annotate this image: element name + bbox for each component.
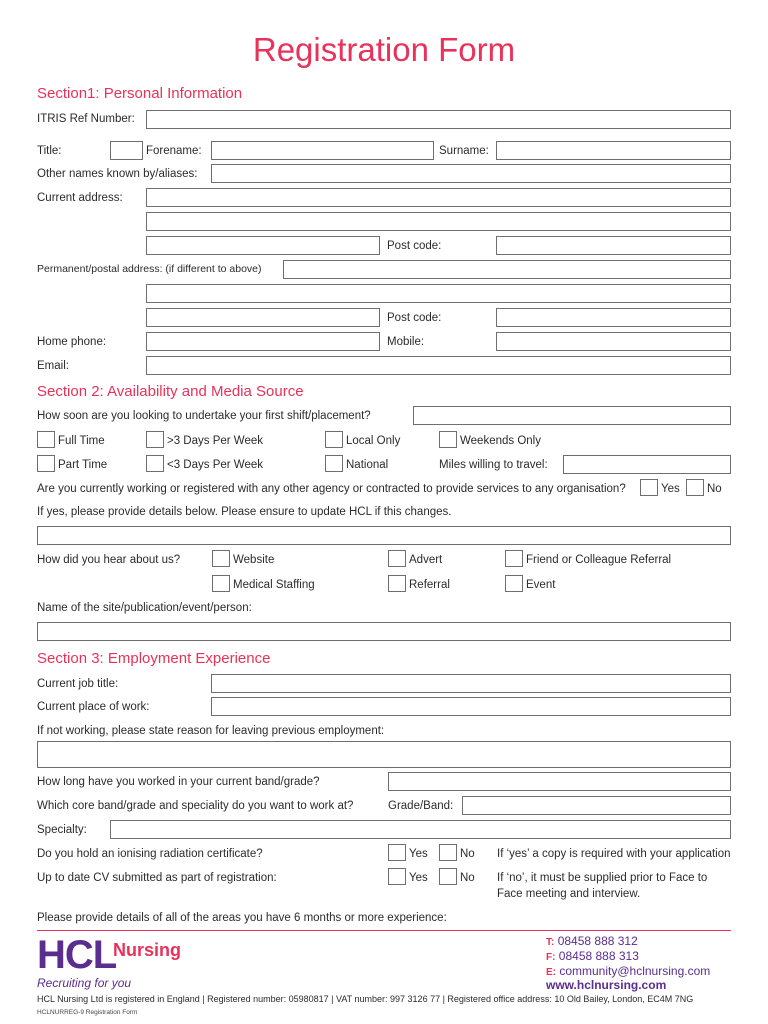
- current-address-label: Current address:: [37, 192, 123, 204]
- event-label: Event: [526, 579, 556, 591]
- agency-yes-checkbox[interactable]: [640, 479, 658, 496]
- not-working-field[interactable]: [37, 741, 731, 768]
- mobile-label: Mobile:: [387, 336, 425, 348]
- first-shift-label: How soon are you looking to undertake your first shift/placement?: [37, 410, 371, 422]
- agency-details-field[interactable]: [37, 526, 731, 545]
- site-name-field[interactable]: [37, 622, 731, 641]
- national-label: National: [346, 459, 389, 471]
- place-of-work-field[interactable]: [211, 697, 731, 716]
- section-3-heading: Section 3: Employment Experience: [37, 650, 271, 667]
- medical-staffing-label: Medical Staffing: [233, 579, 315, 591]
- part-time-label: Part Time: [58, 459, 108, 471]
- telephone-line: [546, 934, 638, 950]
- forename-label: Forename:: [146, 145, 202, 157]
- first-shift-field[interactable]: [413, 406, 731, 425]
- agency-question-label: Are you currently working or registered with any other agency or contracted to provide services to any organisation?: [37, 483, 626, 495]
- email-contact-label: E:: [546, 967, 556, 978]
- current-address-line-1[interactable]: [146, 188, 731, 207]
- permanent-address-label: Permanent/postal address: (if different to above): [37, 263, 262, 275]
- cv-yes-checkbox[interactable]: [388, 868, 406, 885]
- agency-no-label: No: [707, 483, 722, 495]
- form-code: HCLNURREG-9 Registration Form: [37, 1009, 138, 1016]
- permanent-address-line-2[interactable]: [146, 284, 731, 303]
- post-code-label: Post code:: [387, 240, 442, 252]
- current-address-line-2[interactable]: [146, 212, 731, 231]
- advert-checkbox[interactable]: [388, 550, 406, 567]
- weekends-only-checkbox[interactable]: [439, 431, 457, 448]
- telephone-label: T:: [546, 937, 555, 948]
- place-of-work-label: Current place of work:: [37, 701, 150, 713]
- cv-yes-label: Yes: [409, 872, 428, 884]
- job-title-label: Current job title:: [37, 678, 119, 690]
- fax-label: F:: [546, 952, 556, 963]
- ionising-label: Do you hold an ionising radiation certificate?: [37, 848, 263, 860]
- agency-no-checkbox[interactable]: [686, 479, 704, 496]
- other-names-field[interactable]: [211, 164, 731, 183]
- part-time-checkbox[interactable]: [37, 455, 55, 472]
- mobile-field[interactable]: [496, 332, 731, 351]
- event-checkbox[interactable]: [505, 575, 523, 592]
- details-note: If yes, please provide details below. Please ensure to update HCL if this changes.: [37, 506, 452, 518]
- friend-referral-label: Friend or Colleague Referral: [526, 554, 672, 566]
- job-title-field[interactable]: [211, 674, 731, 693]
- title-label: Title:: [37, 145, 62, 157]
- other-names-label: Other names known by/aliases:: [37, 168, 198, 180]
- page-title: Registration Form: [252, 31, 516, 68]
- advert-label: Advert: [409, 554, 443, 566]
- permanent-address-line-3[interactable]: [146, 308, 380, 327]
- local-only-label: Local Only: [346, 435, 401, 447]
- current-post-code-field[interactable]: [496, 236, 731, 255]
- full-time-label: Full Time: [58, 435, 105, 447]
- cv-note-line-1: If ‘no’, it must be supplied prior to Face to: [497, 872, 708, 884]
- website-label: Website: [233, 554, 275, 566]
- email-label: Email:: [37, 360, 69, 372]
- cv-note-line-2: Face meeting and interview.: [497, 888, 641, 900]
- telephone-value: 08458 888 312: [557, 934, 638, 948]
- ionising-yes-checkbox[interactable]: [388, 844, 406, 861]
- full-time-checkbox[interactable]: [37, 431, 55, 448]
- home-phone-label: Home phone:: [37, 336, 107, 348]
- national-checkbox[interactable]: [325, 455, 343, 472]
- surname-label: Surname:: [439, 145, 489, 157]
- section-1-heading: Section1: Personal Information: [37, 85, 243, 102]
- fax-line: [546, 949, 639, 965]
- permanent-post-code-label: Post code:: [387, 312, 442, 324]
- ionising-no-checkbox[interactable]: [439, 844, 457, 861]
- current-address-line-3[interactable]: [146, 236, 380, 255]
- how-long-field[interactable]: [388, 772, 731, 791]
- medical-staffing-checkbox[interactable]: [212, 575, 230, 592]
- surname-field[interactable]: [496, 141, 731, 160]
- referral-label: Referral: [409, 579, 450, 591]
- how-long-label: How long have you worked in your current band/grade?: [37, 776, 320, 788]
- website-link[interactable]: www.hclnursing.com: [546, 978, 667, 992]
- site-name-label: Name of the site/publication/event/person:: [37, 602, 252, 614]
- permanent-address-line-1[interactable]: [283, 260, 731, 279]
- referral-checkbox[interactable]: [388, 575, 406, 592]
- itris-label: ITRIS Ref Number:: [37, 113, 135, 125]
- which-band-label: Which core band/grade and speciality do you want to work at?: [37, 800, 354, 812]
- not-working-label: If not working, please state reason for leaving previous employment:: [37, 725, 385, 737]
- email-contact-value[interactable]: community@hclnursing.com: [559, 964, 711, 978]
- ionising-note: If ‘yes’ a copy is required with your application: [497, 848, 731, 860]
- title-field[interactable]: [110, 141, 143, 160]
- areas-label: Please provide details of all of the areas you have 6 months or more experience:: [37, 912, 447, 924]
- friend-referral-checkbox[interactable]: [505, 550, 523, 567]
- miles-field[interactable]: [563, 455, 731, 474]
- grade-band-label: Grade/Band:: [388, 800, 454, 812]
- hcl-logo: HCL: [37, 933, 117, 977]
- hear-about-label: How did you hear about us?: [37, 554, 181, 566]
- footer-divider: [37, 930, 731, 931]
- gt3-days-label: >3 Days Per Week: [167, 435, 263, 447]
- lt3-days-label: <3 Days Per Week: [167, 459, 263, 471]
- cv-no-label: No: [460, 872, 475, 884]
- home-phone-field[interactable]: [146, 332, 380, 351]
- email-field[interactable]: [146, 356, 731, 375]
- miles-label: Miles willing to travel:: [439, 459, 548, 471]
- fax-value: 08458 888 313: [558, 949, 639, 963]
- grade-band-field[interactable]: [462, 796, 731, 815]
- website-checkbox[interactable]: [212, 550, 230, 567]
- cv-label: Up to date CV submitted as part of registration:: [37, 872, 277, 884]
- local-only-checkbox[interactable]: [325, 431, 343, 448]
- ionising-no-label: No: [460, 848, 475, 860]
- weekends-only-label: Weekends Only: [460, 435, 541, 447]
- lt3-days-checkbox[interactable]: [146, 455, 164, 472]
- section-2-heading: Section 2: Availability and Media Source: [37, 383, 304, 400]
- itris-field[interactable]: [146, 110, 731, 129]
- legal-text: HCL Nursing Ltd is registered in England | Registered number: 05980817 | VAT number: 997 3126 77 | Registered office address: 10 Old Bailey, London, EC4M 7NG: [37, 994, 694, 1004]
- gt3-days-checkbox[interactable]: [146, 431, 164, 448]
- specialty-label: Specialty:: [37, 824, 87, 836]
- forename-field[interactable]: [211, 141, 434, 160]
- nursing-logo-text: Nursing: [113, 940, 182, 960]
- cv-no-checkbox[interactable]: [439, 868, 457, 885]
- tagline: Recruiting for you: [37, 976, 132, 990]
- agency-yes-label: Yes: [661, 483, 680, 495]
- ionising-yes-label: Yes: [409, 848, 428, 860]
- specialty-field[interactable]: [110, 820, 731, 839]
- permanent-post-code-field[interactable]: [496, 308, 731, 327]
